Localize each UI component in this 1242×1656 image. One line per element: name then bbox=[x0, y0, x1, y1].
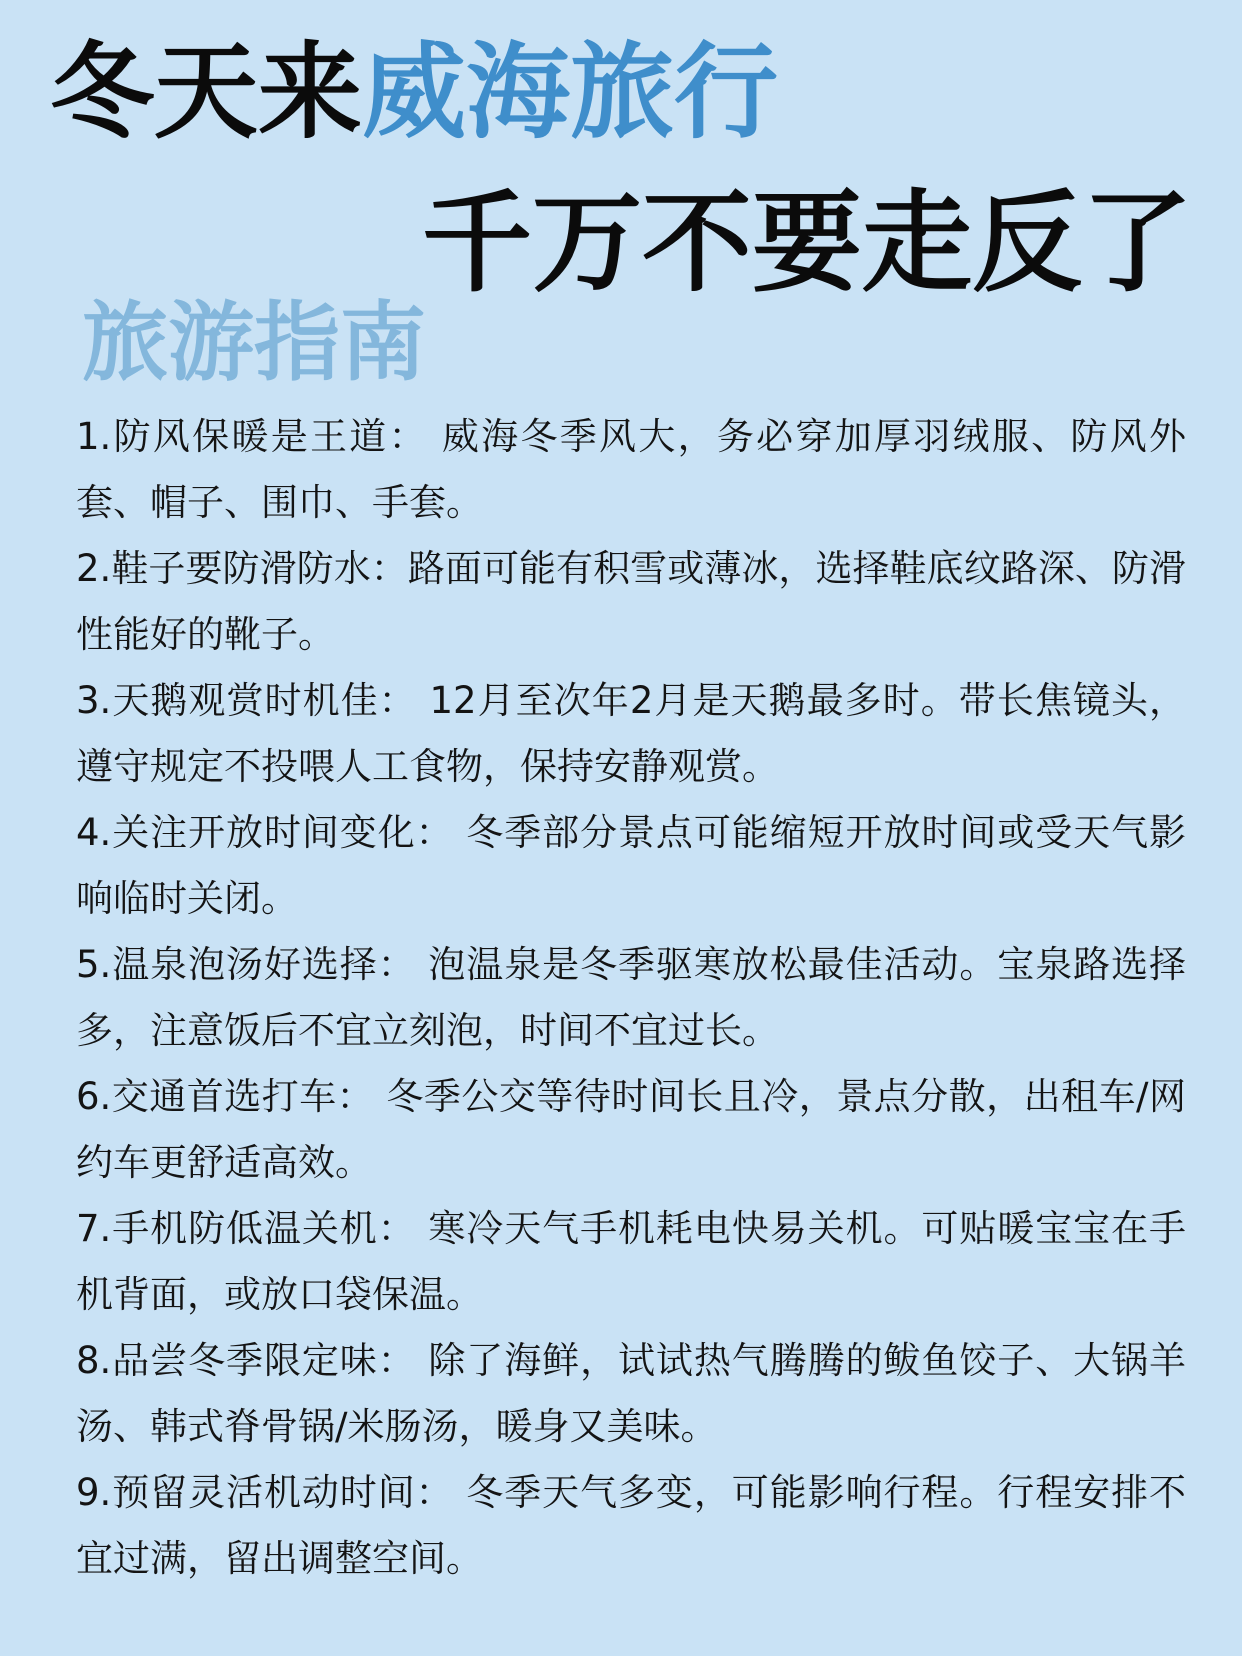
tips-list bbox=[76, 404, 1186, 1592]
tip-item-7: 7.手机防低温关机： 寒冷天气手机耗电快易关机。可贴暖宝宝在手机背面，或放口袋保温。 bbox=[76, 1207, 1186, 1316]
tip-item-8: 8.品尝冬季限定味： 除了海鲜，试试热气腾腾的鲅鱼饺子、大锅羊汤、韩式脊骨锅/米肠汤，暖身又美味。 bbox=[76, 1339, 1186, 1448]
tip-item-5: 5.温泉泡汤好选择： 泡温泉是冬季驱寒放松最佳活动。宝泉路选择多，注意饭后不宜立刻泡，时间不宜过长。 bbox=[76, 943, 1186, 1052]
tip-item-4: 4.关注开放时间变化： 冬季部分景点可能缩短开放时间或受天气影响临时关闭。 bbox=[76, 811, 1186, 920]
tip-item-1: 1.防风保暖是王道： 威海冬季风大，务必穿加厚羽绒服、防风外套、帽子、围巾、手套。 bbox=[76, 415, 1186, 524]
tip-item-9: 9.预留灵活机动时间： 冬季天气多变，可能影响行程。行程安排不宜过满，留出调整空间。 bbox=[76, 1471, 1186, 1580]
tip-item-3: 3.天鹅观赏时机佳： 12月至次年2月是天鹅最多时。带长焦镜头，遵守规定不投喂人工食物，保持安静观赏。 bbox=[76, 679, 1186, 788]
tip-item-2: 2.鞋子要防滑防水：路面可能有积雪或薄冰，选择鞋底纹路深、防滑性能好的靴子。 bbox=[76, 547, 1186, 656]
title-black-part: 冬天来 bbox=[50, 31, 363, 153]
title-accent-part: 威海旅行 bbox=[362, 31, 779, 153]
tip-item-6: 6.交通首选打车： 冬季公交等待时间长且冷，景点分散，出租车/网约车更舒适高效。 bbox=[76, 1075, 1186, 1184]
section-heading: 旅游指南 bbox=[82, 293, 426, 393]
title-line-2: 千万不要走反了 bbox=[422, 179, 1192, 307]
title-line-1 bbox=[50, 31, 779, 153]
